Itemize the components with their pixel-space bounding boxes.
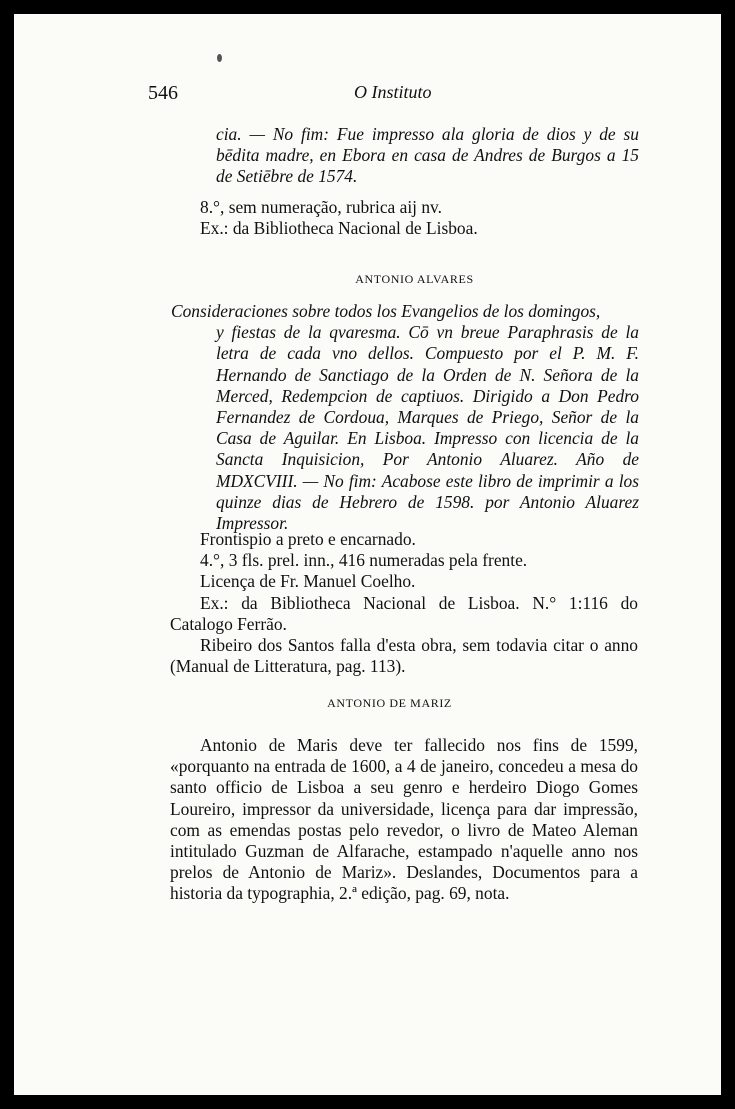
mariz-paragraph: Antonio de Maris deve ter fallecido nos fins de 1599, «porquanto na entrada de 1600, a 4 de janeiro, concedeu a mesa do santo officio de Lisboa a seu genro e herdeiro Diogo Gomes Loureiro, impressor da universidade, licença para dar impressão, com as emendas postas pelo revedor, o livro de Mateo Aleman intitulado Guzman de Alfarache, estampado n'aquelle anno nos prelos de Antonio de Mariz». Deslandes, Documentos para a historia da typographia, 2.ª edição, pag. 69, nota. <box>170 735 638 904</box>
copy-location-note: Ex.: da Bibliotheca Nacional de Lisboa. <box>200 218 478 239</box>
entry-title-lead: Consideraciones sobre todos los Evangelios de los domingos, <box>171 301 601 321</box>
edition-notes <box>170 197 638 239</box>
entry-title-rest: y fiestas de la qvaresma. Cō vn breue Paraphrasis de la letra de cada vno dellos. Compuesto por el P. M. F. Hernando de Sanctiago de la Orden de N. Señora de la Merced, Redempcion de captiuos. Dirigido a Don Pedro Fernandez de Cordoua, Marques de Priego, Señor de la Casa de Aguilar. En Lisboa. Impresso con licencia de la Sancta Inquisicion, Por Antonio Aluarez. Año de MDXCVIII. — No fim: Acabose este libro de imprimir a los quinze dias de Hebrero de 1598. por Antonio Aluarez Impressor. <box>216 322 639 534</box>
mariz-paragraph-block <box>170 735 638 905</box>
ink-speck <box>217 54 222 62</box>
document-page <box>14 14 721 1095</box>
license-note: Licença de Fr. Manuel Coelho. <box>200 571 416 592</box>
bibliographic-entry <box>171 301 639 534</box>
continuation-text: cia. — No fim: Fue impresso ala gloria de dios y de su bēdita madre, en Ebora en casa de Andres de Burgos a 15 de Setiēbre de 1574. <box>216 124 639 187</box>
format-note: 4.°, 3 fls. prel. inn., 416 numeradas pela frente. <box>200 550 528 571</box>
section-heading-antonio-alvares: ANTONIO ALVARES <box>355 272 474 286</box>
format-note: 8.°, sem numeração, rubrica aij nv. <box>200 197 442 217</box>
page-number: 546 <box>148 82 178 104</box>
entry-notes <box>170 529 638 677</box>
copy-location-note: Ex.: da Bibliotheca Nacional de Lisboa. N.° 1:116 do Catalogo Ferrão. <box>170 592 638 634</box>
journal-title: O Instituto <box>354 82 432 102</box>
section-heading-antonio-de-mariz: ANTONIO DE MARIZ <box>327 696 452 710</box>
reference-note: Ribeiro dos Santos falla d'esta obra, sem todavia citar o anno (Manual de Litteratura, pag. 113). <box>170 635 638 677</box>
frontispiece-note: Frontispio a preto e encarnado. <box>200 529 416 549</box>
running-head <box>14 82 721 106</box>
